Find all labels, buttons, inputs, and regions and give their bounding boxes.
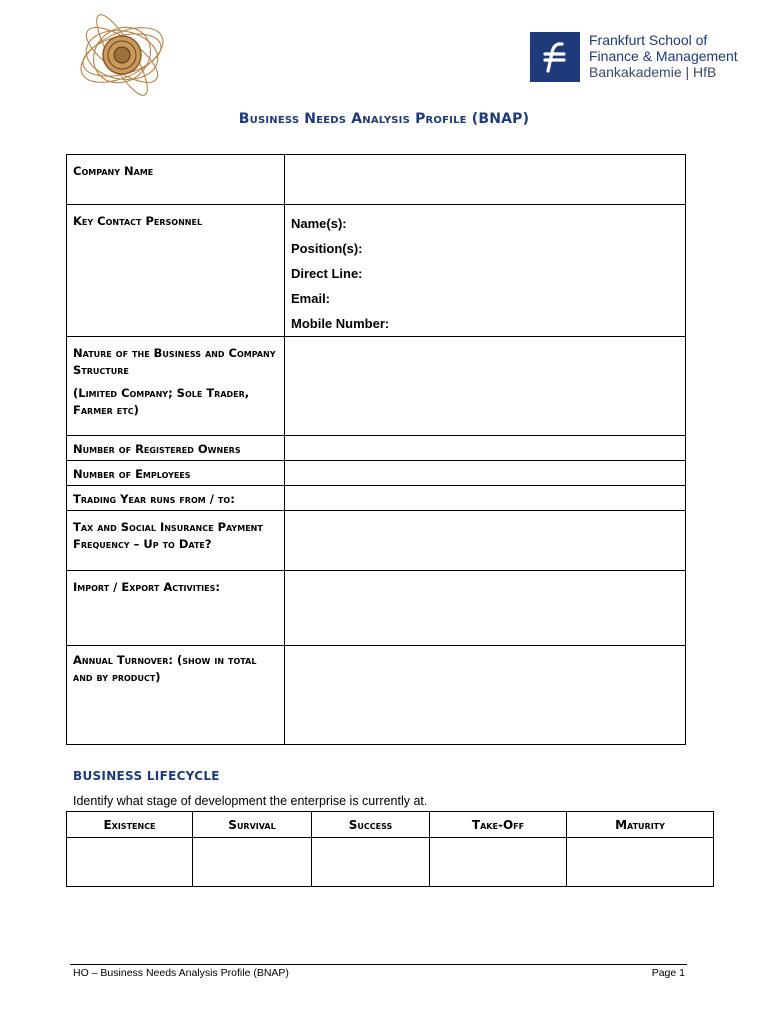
contact-email-field: Email: bbox=[291, 291, 331, 306]
frankfurt-school-logo bbox=[530, 32, 738, 82]
lifecycle-table bbox=[66, 811, 714, 887]
company-name-label: Company Name bbox=[67, 155, 285, 205]
lifecycle-stage-success: Success bbox=[312, 812, 430, 838]
tax-label: Tax and Social Insurance Payment Frequency – Up to Date? bbox=[67, 511, 285, 571]
nature-label: Nature of the Business and Company Structure bbox=[73, 346, 276, 377]
turnover-label: Annual Turnover: (show in total and by product) bbox=[67, 646, 285, 745]
import-export-label: Import / Export Activities: bbox=[67, 571, 285, 646]
lifecycle-survival-cell[interactable] bbox=[193, 838, 312, 887]
trading-year-label: Trading Year runs from / to: bbox=[67, 486, 285, 511]
document-title: Business Needs Analysis Profile (BNAP) bbox=[238, 111, 530, 127]
nature-row bbox=[67, 337, 686, 436]
employees-field[interactable] bbox=[285, 461, 686, 486]
trading-year-row bbox=[67, 486, 686, 511]
tax-field[interactable] bbox=[285, 511, 686, 571]
profile-form-table bbox=[66, 154, 686, 745]
lifecycle-header-row bbox=[67, 812, 714, 838]
tax-row bbox=[67, 511, 686, 571]
lifecycle-stage-maturity: Maturity bbox=[567, 812, 714, 838]
footer-divider bbox=[70, 964, 687, 965]
nature-label-cell bbox=[67, 337, 285, 436]
brand-line-1: Frankfurt School of bbox=[589, 32, 708, 48]
frankfurt-school-mark-icon bbox=[530, 32, 580, 82]
institution-seal-logo bbox=[70, 14, 174, 96]
nature-sub-label: (Limited Company; Sole Trader, Farmer etc) bbox=[73, 386, 250, 417]
lifecycle-take-off-cell[interactable] bbox=[430, 838, 567, 887]
contact-name-field: Name(s): bbox=[291, 216, 347, 231]
lifecycle-stage-take-off: Take-Off bbox=[430, 812, 567, 838]
key-contact-row bbox=[67, 205, 686, 337]
lifecycle-maturity-cell[interactable] bbox=[567, 838, 714, 887]
contact-position-field: Position(s): bbox=[291, 241, 363, 256]
lifecycle-heading: BUSINESS LIFECYCLE bbox=[73, 769, 220, 783]
employees-label: Number of Employees bbox=[67, 461, 285, 486]
lifecycle-existence-cell[interactable] bbox=[67, 838, 193, 887]
turnover-field[interactable] bbox=[285, 646, 686, 745]
brand-line-2: Finance & Management bbox=[589, 48, 738, 64]
key-contact-label: Key Contact Personnel bbox=[67, 205, 285, 337]
lifecycle-success-cell[interactable] bbox=[312, 838, 430, 887]
company-name-field[interactable] bbox=[285, 155, 686, 205]
footer-document-name: HO – Business Needs Analysis Profile (BNAP) bbox=[73, 967, 289, 979]
import-export-row bbox=[67, 571, 686, 646]
turnover-row bbox=[67, 646, 686, 745]
key-contact-field[interactable] bbox=[285, 205, 686, 337]
footer-page-number: Page 1 bbox=[651, 967, 685, 979]
contact-mobile-field: Mobile Number: bbox=[291, 316, 390, 331]
brand-sub-line: Bankakademie | HfB bbox=[589, 64, 717, 80]
brand-name bbox=[589, 32, 738, 80]
nature-field[interactable] bbox=[285, 337, 686, 436]
trading-year-field[interactable] bbox=[285, 486, 686, 511]
lifecycle-stage-existence: Existence bbox=[67, 812, 193, 838]
lifecycle-instruction: Identify what stage of development the enterprise is currently at. bbox=[73, 794, 428, 808]
owners-label: Number of Registered Owners bbox=[67, 436, 285, 461]
employees-row bbox=[67, 461, 686, 486]
owners-field[interactable] bbox=[285, 436, 686, 461]
company-name-row bbox=[67, 155, 686, 205]
lifecycle-stage-survival: Survival bbox=[193, 812, 312, 838]
owners-row bbox=[67, 436, 686, 461]
import-export-field[interactable] bbox=[285, 571, 686, 646]
lifecycle-answer-row bbox=[67, 838, 714, 887]
contact-direct-line-field: Direct Line: bbox=[291, 266, 363, 281]
